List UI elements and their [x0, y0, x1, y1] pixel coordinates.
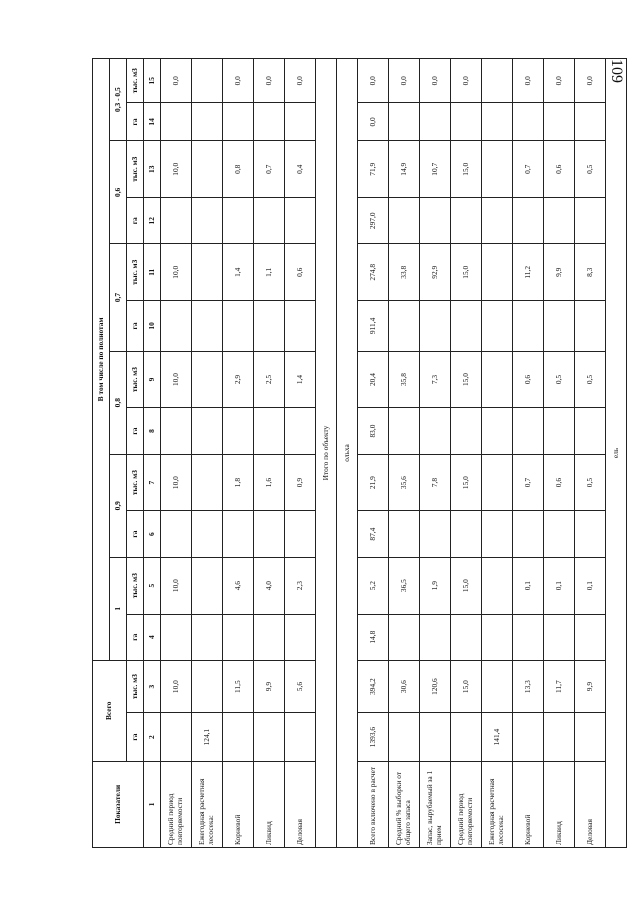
table-cell: 11,2: [513, 244, 544, 301]
column-number: 11: [144, 244, 161, 301]
table-cell: 0,0: [420, 59, 451, 103]
table-cell: 0,0: [451, 59, 482, 103]
table-cell: [161, 408, 192, 454]
table-cell: 0,1: [513, 557, 544, 614]
table-cell: 83,0: [358, 408, 389, 454]
column-number: 5: [144, 557, 161, 614]
header-group: 1: [110, 557, 127, 660]
table-cell: [482, 301, 513, 351]
table-cell: 0,7: [513, 141, 544, 198]
table-cell: [544, 408, 575, 454]
table-cell: 0,8: [223, 141, 254, 198]
table-cell: 394,2: [358, 660, 389, 713]
table-cell: [254, 198, 285, 244]
table-row: [254, 59, 285, 848]
row-label: Корневой: [513, 761, 544, 847]
table-cell: [223, 713, 254, 761]
table-row: [223, 59, 254, 848]
table-cell: [482, 351, 513, 408]
row-label: Средний период повторяемости: [161, 761, 192, 847]
row-label: Деловая: [285, 761, 316, 847]
table-cell: 4,0: [254, 557, 285, 614]
table-cell: [513, 614, 544, 660]
table-cell: 274,8: [358, 244, 389, 301]
table-cell: [482, 511, 513, 557]
table-cell: [223, 408, 254, 454]
table-cell: [192, 408, 223, 454]
table-cell: [420, 713, 451, 761]
table-cell: 297,0: [358, 198, 389, 244]
table-cell: [389, 198, 420, 244]
unit-ha-label: га: [127, 103, 144, 141]
table-cell: [420, 614, 451, 660]
column-number: 15: [144, 59, 161, 103]
table-cell: [192, 614, 223, 660]
table-cell: [285, 511, 316, 557]
table-cell: [575, 713, 606, 761]
table-cell: [192, 660, 223, 713]
header-group: 0,7: [110, 244, 127, 351]
table-cell: [544, 614, 575, 660]
table-cell: 1,1: [254, 244, 285, 301]
table-row: [358, 59, 389, 848]
table-cell: 30,6: [389, 660, 420, 713]
table-cell: 1393,6: [358, 713, 389, 761]
row-label: Средний % выборки от общего запаса: [389, 761, 420, 847]
table-cell: 1,4: [223, 244, 254, 301]
table-cell: [161, 511, 192, 557]
table-cell: [254, 103, 285, 141]
table-cell: 11,5: [223, 660, 254, 713]
row-label: Запас, вырубаемый за 1 прием: [420, 761, 451, 847]
table-cell: [192, 511, 223, 557]
table-cell: 11,7: [544, 660, 575, 713]
header-group: 0,8: [110, 351, 127, 454]
table-cell: [420, 301, 451, 351]
table-cell: [482, 408, 513, 454]
table-cell: 10,0: [161, 351, 192, 408]
table-cell: [161, 198, 192, 244]
table-cell: 21,9: [358, 454, 389, 511]
column-number: 3: [144, 660, 161, 713]
table-cell: 2,9: [223, 351, 254, 408]
table-cell: [223, 614, 254, 660]
header-in-fullness: В том числе по полнотам: [93, 59, 110, 661]
table-cell: 10,0: [161, 660, 192, 713]
column-number: 10: [144, 301, 161, 351]
table-cell: [482, 244, 513, 301]
table-cell: 14,8: [358, 614, 389, 660]
header-indicators: Показатели: [93, 761, 144, 847]
table-cell: 0,5: [544, 351, 575, 408]
column-number: 2: [144, 713, 161, 761]
table-cell: 71,9: [358, 141, 389, 198]
table-cell: [482, 141, 513, 198]
unit-ha-label: га: [127, 614, 144, 660]
table-cell: [482, 660, 513, 713]
header-group: 0,9: [110, 454, 127, 557]
table-cell: [575, 301, 606, 351]
page-number: 109: [608, 59, 625, 83]
table-cell: [544, 511, 575, 557]
table-cell: [223, 301, 254, 351]
table-cell: 20,4: [358, 351, 389, 408]
table-cell: 2,3: [285, 557, 316, 614]
table-cell: 13,3: [513, 660, 544, 713]
table-cell: [161, 103, 192, 141]
section-title: Итого по объекту: [316, 59, 337, 848]
table-cell: 0,5: [575, 141, 606, 198]
table-cell: [482, 614, 513, 660]
table-cell: 2,5: [254, 351, 285, 408]
table-cell: 0,9: [285, 454, 316, 511]
table-cell: [254, 511, 285, 557]
table-cell: 0,6: [513, 351, 544, 408]
table-cell: 0,1: [544, 557, 575, 614]
species-label: ольха: [337, 59, 358, 848]
table-row: [420, 59, 451, 848]
header-group: 0,3 - 0,5: [110, 59, 127, 141]
table-cell: [451, 103, 482, 141]
column-number: 4: [144, 614, 161, 660]
row-label: Деловая: [575, 761, 606, 847]
table-cell: 0,5: [575, 351, 606, 408]
table-cell: 9,9: [575, 660, 606, 713]
table-cell: [389, 301, 420, 351]
table-cell: [544, 713, 575, 761]
table-cell: [420, 511, 451, 557]
table-cell: 0,0: [513, 59, 544, 103]
table-cell: 0,0: [254, 59, 285, 103]
table-cell: [482, 59, 513, 103]
row-label: Ежегодная расчетная лесосека:: [192, 761, 223, 847]
table-cell: [192, 351, 223, 408]
table-cell: [389, 713, 420, 761]
table-cell: 14,9: [389, 141, 420, 198]
row-label: Средний период повторяемости: [451, 761, 482, 847]
table-cell: 0,6: [544, 454, 575, 511]
table-cell: [192, 59, 223, 103]
unit-ha-label: га: [127, 713, 144, 761]
table-cell: [575, 408, 606, 454]
table-cell: [389, 408, 420, 454]
table-row: [285, 59, 316, 848]
table-cell: [544, 301, 575, 351]
table-cell: 124,1: [192, 713, 223, 761]
unit-m3-label: тыс. м3: [127, 244, 144, 301]
table-cell: [223, 103, 254, 141]
table-cell: 1,6: [254, 454, 285, 511]
table-cell: 7,8: [420, 454, 451, 511]
header-group: 0,6: [110, 141, 127, 244]
row-label: Ликвид: [544, 761, 575, 847]
table-cell: 0,4: [285, 141, 316, 198]
table-cell: 92,9: [420, 244, 451, 301]
table-cell: 0,0: [223, 59, 254, 103]
allowable-cut-table: [92, 58, 627, 848]
table-cell: [192, 301, 223, 351]
table-cell: [389, 103, 420, 141]
table-cell: 0,7: [513, 454, 544, 511]
table-row: [575, 59, 606, 848]
table-row: [513, 59, 544, 848]
column-number: 13: [144, 141, 161, 198]
table-cell: [192, 103, 223, 141]
table-cell: 8,3: [575, 244, 606, 301]
table-cell: [575, 103, 606, 141]
unit-m3-label: тыс. м3: [127, 59, 144, 103]
row-label: Корневой: [223, 761, 254, 847]
table-cell: [575, 198, 606, 244]
table-cell: 0,0: [161, 59, 192, 103]
table-cell: 0,7: [254, 141, 285, 198]
table-cell: [513, 103, 544, 141]
table-cell: 15,0: [451, 557, 482, 614]
table-cell: [254, 301, 285, 351]
table-cell: [575, 614, 606, 660]
table-cell: 5,6: [285, 660, 316, 713]
table-cell: [192, 244, 223, 301]
table-cell: [482, 557, 513, 614]
table-cell: [513, 511, 544, 557]
column-number: 7: [144, 454, 161, 511]
column-number: 9: [144, 351, 161, 408]
table-cell: 15,0: [451, 141, 482, 198]
unit-ha-label: га: [127, 198, 144, 244]
table-cell: [192, 198, 223, 244]
table-cell: [513, 408, 544, 454]
unit-m3-label: тыс. м3: [127, 557, 144, 614]
table-cell: [285, 103, 316, 141]
table-cell: 911,4: [358, 301, 389, 351]
unit-ha-label: га: [127, 408, 144, 454]
table-cell: 0,0: [544, 59, 575, 103]
table-cell: [451, 198, 482, 244]
table-cell: [451, 713, 482, 761]
table-cell: 35,6: [389, 454, 420, 511]
table-cell: [482, 454, 513, 511]
table-cell: 4,6: [223, 557, 254, 614]
table-cell: 0,0: [358, 59, 389, 103]
table-cell: [420, 198, 451, 244]
table-cell: 0,1: [575, 557, 606, 614]
header-total: Всего: [93, 660, 127, 761]
table-cell: [254, 713, 285, 761]
table-cell: [513, 713, 544, 761]
table-row: [389, 59, 420, 848]
table-cell: [420, 103, 451, 141]
unit-m3-label: тыс. м3: [127, 351, 144, 408]
table-cell: 0,0: [389, 59, 420, 103]
table-cell: 87,4: [358, 511, 389, 557]
table-container: [92, 58, 640, 845]
table-cell: 15,0: [451, 351, 482, 408]
table-cell: [513, 301, 544, 351]
unit-m3-label: тыс. м3: [127, 141, 144, 198]
table-cell: [389, 511, 420, 557]
table-cell: 10,0: [161, 557, 192, 614]
table-cell: [223, 198, 254, 244]
table-cell: 0,5: [575, 454, 606, 511]
unit-m3-label: тыс. м3: [127, 454, 144, 511]
table-cell: [482, 198, 513, 244]
table-row: [161, 59, 192, 848]
table-cell: [451, 511, 482, 557]
row-label: Всего включено в расчет: [358, 761, 389, 847]
table-cell: 1,8: [223, 454, 254, 511]
table-cell: [161, 713, 192, 761]
table-cell: 9,9: [254, 660, 285, 713]
table-cell: [285, 301, 316, 351]
unit-m3-label: тыс. м3: [127, 660, 144, 713]
next-species-label: ель: [606, 59, 627, 848]
table-cell: [451, 614, 482, 660]
table-cell: 1,4: [285, 351, 316, 408]
table-cell: [482, 103, 513, 141]
table-cell: 0,0: [575, 59, 606, 103]
table-cell: 35,8: [389, 351, 420, 408]
table-cell: [254, 614, 285, 660]
column-number: 14: [144, 103, 161, 141]
table-row: [451, 59, 482, 848]
unit-ha-label: га: [127, 511, 144, 557]
table-cell: [389, 614, 420, 660]
table-cell: 36,5: [389, 557, 420, 614]
table-cell: 141,4: [482, 713, 513, 761]
table-cell: 0,0: [358, 103, 389, 141]
row-label: Ежегодная расчетная лесосека:: [482, 761, 513, 847]
table-cell: [192, 557, 223, 614]
table-row: [482, 59, 513, 848]
table-cell: 10,0: [161, 141, 192, 198]
table-cell: 15,0: [451, 454, 482, 511]
table-cell: [192, 454, 223, 511]
table-cell: 120,6: [420, 660, 451, 713]
table-cell: [285, 614, 316, 660]
table-cell: [420, 408, 451, 454]
table-cell: [223, 511, 254, 557]
column-number: 1: [144, 761, 161, 847]
table-cell: 10,0: [161, 454, 192, 511]
table-cell: [192, 141, 223, 198]
table-cell: 0,0: [285, 59, 316, 103]
table-cell: 9,9: [544, 244, 575, 301]
column-number: 8: [144, 408, 161, 454]
table-cell: [161, 614, 192, 660]
table-cell: [513, 198, 544, 244]
row-label: Ликвид: [254, 761, 285, 847]
table-cell: 0,6: [285, 244, 316, 301]
table-cell: 5,2: [358, 557, 389, 614]
table-cell: [451, 301, 482, 351]
table-cell: [285, 713, 316, 761]
table-cell: 15,0: [451, 244, 482, 301]
table-cell: [451, 408, 482, 454]
table-cell: 0,6: [544, 141, 575, 198]
table-cell: 15,0: [451, 660, 482, 713]
table-cell: [161, 301, 192, 351]
table-row: [544, 59, 575, 848]
table-cell: 10,7: [420, 141, 451, 198]
column-number: 12: [144, 198, 161, 244]
table-cell: [575, 511, 606, 557]
table-cell: [254, 408, 285, 454]
table-cell: 33,8: [389, 244, 420, 301]
table-cell: 7,3: [420, 351, 451, 408]
column-number: 6: [144, 511, 161, 557]
table-cell: 10,0: [161, 244, 192, 301]
table-row: [192, 59, 223, 848]
unit-ha-label: га: [127, 301, 144, 351]
table-cell: [285, 198, 316, 244]
table-cell: [544, 198, 575, 244]
table-cell: [285, 408, 316, 454]
table-cell: 1,9: [420, 557, 451, 614]
table-cell: [544, 103, 575, 141]
